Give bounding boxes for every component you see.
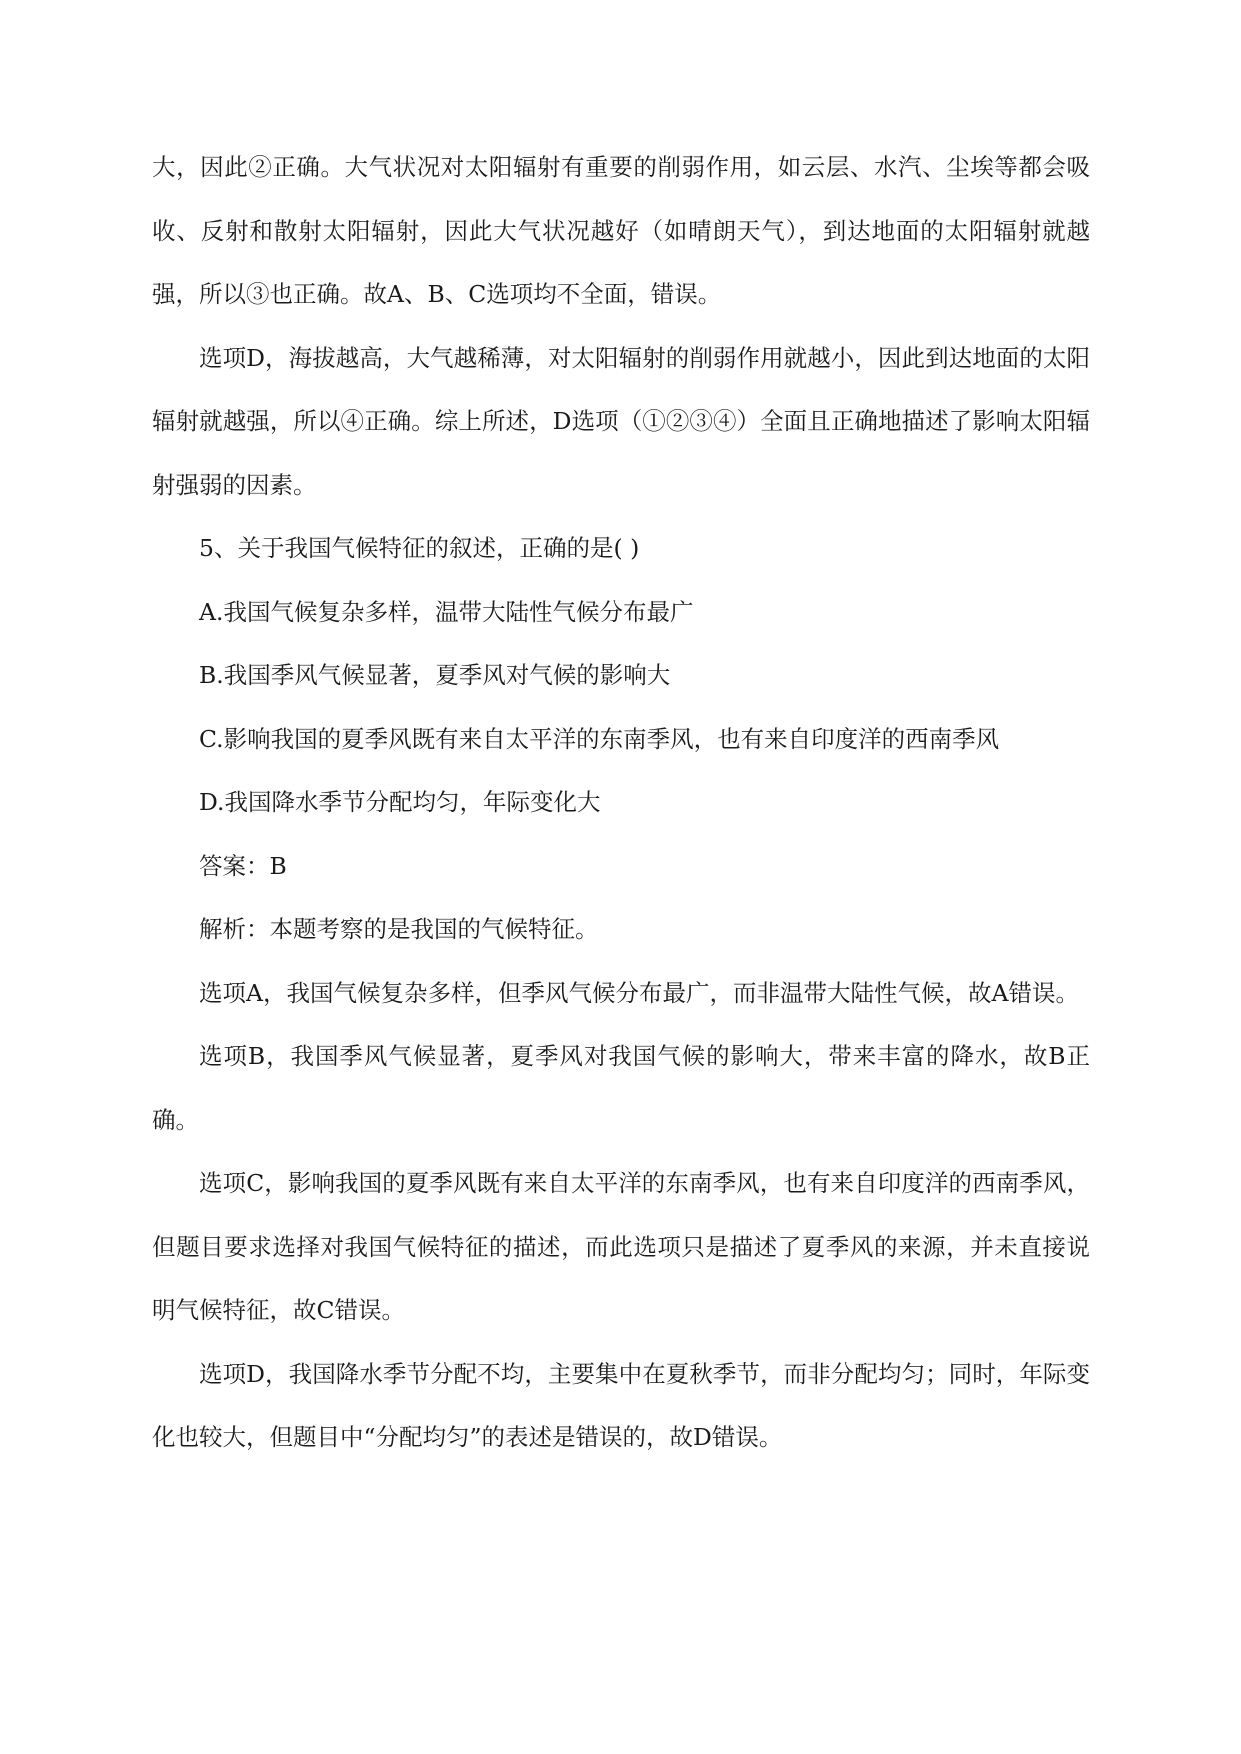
explanation-option-d: 选项D，我国降水季节分配不均，主要集中在夏秋季节，而非分配均匀；同时，年际变化也较大，但题目中“分配均匀”的表述是错误的，故D错误。 (152, 1359, 1090, 1451)
option-b: B.我国季风气候显著，夏季风对气候的影响大 (199, 661, 671, 689)
question-5: 5、关于我国气候特征的叙述，正确的是( ) (199, 534, 640, 562)
answer-line: 答案：B (199, 851, 287, 880)
continued-paragraph: 大，因此②正确。大气状况对太阳辐射有重要的削弱作用，如云层、水汽、尘埃等都会吸收、反射和散射太阳辐射，因此大气状况越好（如晴朗天气），到达地面的太阳辐射就越强，所以③也正确。故A、B、C选项均不全面，错误。 (152, 153, 1090, 308)
option-a: A.我国气候复杂多样，温带大陆性气候分布最广 (199, 597, 694, 626)
explanation-option-a: 选项A，我国气候复杂多样，但季风气候分布最广，而非温带大陆性气候，故A错误。 (199, 978, 1079, 1007)
analysis-line: 解析：本题考察的是我国的气候特征。 (199, 915, 599, 943)
explanation-option-c: 选项C，影响我国的夏季风既有来自太平洋的东南季风，也有来自印度洋的西南季风，但题目要求选择对我国气候特征的描述，而此选项只是描述了夏季风的来源，并未直接说明气候特征，故C错误。 (152, 1169, 1090, 1324)
explanation-option-b: 选项B，我国季风气候显著，夏季风对我国气候的影响大，带来丰富的降水，故B正确。 (152, 1042, 1090, 1134)
option-c: C.影响我国的夏季风既有来自太平洋的东南季风，也有来自印度洋的西南季风 (199, 724, 1000, 753)
document-page (152, 136, 1090, 1470)
option-d: D.我国降水季节分配均匀，年际变化大 (199, 788, 601, 816)
option-d-explanation-q4: 选项D，海拔越高，大气越稀薄，对太阳辐射的削弱作用就越小，因此到达地面的太阳辐射就越强，所以④正确。综上所述，D选项（①②③④）全面且正确地描述了影响太阳辐射强弱的因素。 (152, 343, 1090, 499)
